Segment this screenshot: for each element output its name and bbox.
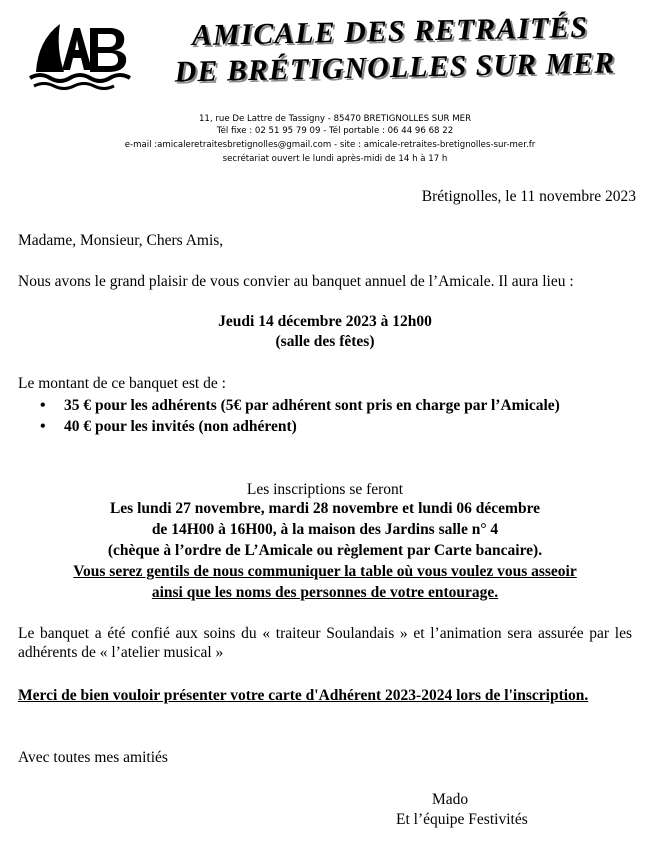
- catering-paragraph: Le banquet a été confié aux soins du « traiteur Soulandais » et l’animation sera assurée par les adhérents de « l’atelier musical »: [18, 625, 632, 661]
- address: 11, rue De Lattre de Tassigny - 85470 BRETIGNOLLES SUR MER: [198, 114, 472, 124]
- event-place: (salle des fêtes): [275, 333, 375, 350]
- association-name-line2: DE BRÉTIGNOLLES SUR MER: [174, 46, 616, 89]
- greeting: Madame, Monsieur, Chers Amis,: [18, 232, 224, 249]
- price-members: • 35 € pour les adhérents (5€ par adhérent sont pris en charge par l’Amicale): [40, 396, 632, 415]
- table-request-line1: Vous serez gentils de nous communiquer la table où vous voulez vous asseoir: [73, 563, 577, 580]
- signature-team: Et l’équipe Festivités: [396, 811, 528, 828]
- association-name-line1: AMICALE DES RETRAITÉS: [191, 10, 589, 53]
- price-list: [40, 396, 632, 438]
- signature-name: Mado: [432, 791, 469, 808]
- price-guests: • 40 € pour les invités (non adhérent): [40, 417, 632, 436]
- intro-paragraph: Nous avons le grand plaisir de vous convier au banquet annuel de l’Amicale. Il aura lieu :: [18, 273, 574, 290]
- registration-dates: Les lundi 27 novembre, mardi 28 novembre et lundi 06 décembre: [109, 500, 541, 517]
- closing: Avec toutes mes amitiés: [18, 749, 168, 766]
- registration-place: de 14H00 à 16H00, à la maison des Jardins salle n° 4: [151, 521, 499, 538]
- association-logo: [28, 20, 138, 90]
- event-date: Jeudi 14 décembre 2023 à 12h00: [218, 313, 432, 330]
- membership-card-note: Merci de bien vouloir présenter votre carte d'Adhérent 2023-2024 lors de l'inscription.: [18, 687, 589, 704]
- phone-numbers: Tél fixe : 02 51 95 79 09 - Tél portable : 06 44 96 68 22: [216, 126, 454, 136]
- registration-intro: Les inscriptions se feront: [246, 481, 404, 498]
- table-request-line2: ainsi que les noms des personnes de votre entourage.: [151, 584, 499, 601]
- letter-date: Brétignolles, le 11 novembre 2023: [421, 188, 636, 205]
- office-hours: secrétariat ouvert le lundi après-midi de 14 h à 17 h: [222, 154, 448, 164]
- payment-info: (chèque à l’ordre de L’Amicale ou règlement par Carte bancaire).: [107, 542, 543, 559]
- price-intro: Le montant de ce banquet est de :: [18, 375, 226, 392]
- email-and-site: e-mail :amicaleretraitesbretignolles@gmail.com - site : amicale-retraites-bretignolles-sur-mer.fr: [124, 140, 536, 150]
